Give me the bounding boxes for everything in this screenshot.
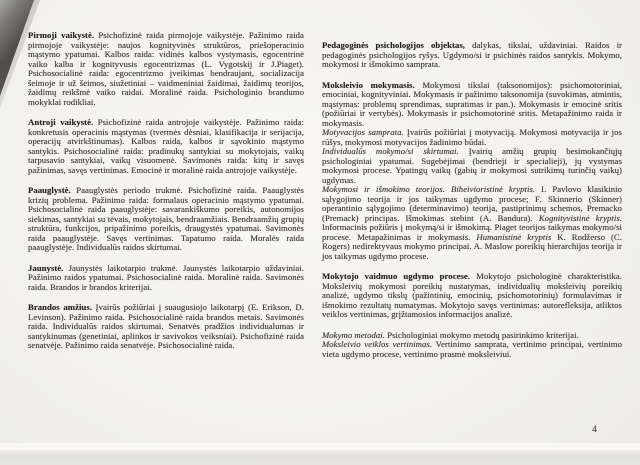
paragraph-heading: Brandos amžius.: [28, 302, 92, 312]
paragraph-heading-italic: Mokymosi ir išmokimo teorijos. Biheivioristinė kryptis.: [322, 184, 536, 194]
paragraph-text: Vertinimo samprata, vertinimo principai, vertinimo vieta ugdymo procese, vertinimo prasmė moksleiviui.: [322, 339, 622, 359]
paragraph-jaunyste: [28, 264, 304, 293]
paragraph-text: Mokytojo psichologinė charakteristika. Moksleivių mokymosi poreikių nustatymas, individualių moksleivių poreikių analizė, ugdymo tikslų (pažintinių, emocinių, psichomotorinių) formulavimas ir išmokimo rezultatų numatymas. Mokytojo savęs vertinimas: autorefleksija, atliktos veiklos vertinimas, grįžtamosios informacijos analizė.: [322, 271, 622, 319]
paragraph-text: Jaunystės laikotarpio trukmė. Jaunystės laikotarpio uždaviniai. Pažinimo raidos ypatumai. Psichosocialinė raida. Moralinė raida. Savimonės raida. Brandos ir brandos kriterijai.: [28, 262, 304, 292]
paragraph-text: Įvairių amžių grupių besimokančiųjų psichologiniai ypatumai. Sugebėjimai (bendrieji ir specialieji), jų vystymas mokymosi procese. Ypatingų vaikų (gabių ir mokymosi sutrikimų turinčių vaikų) ugdymas.: [322, 146, 622, 185]
paragraph-text: Psichologiniai mokymo metodų pasirinkimo kriterijai.: [387, 329, 579, 340]
paragraph-heading-italic: Motyvacijos samprata.: [322, 127, 404, 137]
paragraph-heading: Jaunystė.: [28, 262, 64, 273]
paragraph-mokytojo-vaidmuo: [322, 272, 622, 320]
paragraph-heading-italic: Moksleivio veiklos vertinimas.: [322, 339, 433, 349]
paragraph-individualus-mokymosi-skirtumai: [322, 147, 622, 185]
paragraph-heading: Antroji vaikystė.: [28, 117, 94, 127]
left-column: [28, 31, 304, 362]
paragraph-heading-italic: Mokymo metodai.: [322, 329, 385, 340]
paragraph-text: Įvairūs požiūriai į motyvaciją. Mokymosi motyvacija ir jos rūšys, mokymosi motyvacijos žadinimo būdai.: [322, 127, 622, 147]
paragraph-antroji-vaikyste: [28, 118, 304, 175]
paragraph-heading: Mokytojo vaidmuo ugdymo procese.: [322, 271, 471, 281]
paragraph-paauglyste: [28, 186, 304, 253]
paragraph-heading-italic: Individualūs mokymo/si skirtumai.: [322, 146, 459, 156]
paragraph-mokymosi-ir-ismokimo-teorijos: [322, 185, 622, 261]
paragraph-text: Psichofizinė raida pirmojoje vaikystėje. Pažinimo raida pirmojoje vaikystėje: naujos kognityvinės struktūros, priešoperacinio mąstymo ypatumai. Kalbos raida: vidinės kalbos vystymasis, egocentrinė vaiko kalba ir kognityvusis egocentrizmas (L. Vygotskij ir J.Piaget). Psichosocialinė raida: egocentrizmo įveikimas bendraujant, socializacija šeimoje ir už šeimos, siužetiniai – vaidmeniniai žaidimai, žaidimų teorijos, žaidimų reikšmė vaiko raidai. Moralinė raida. Psichologinio brandumo mokyklai rodikliai.: [28, 30, 304, 107]
scan-edge-shadow: [0, 450, 640, 465]
paragraph-moksleivio-mokymasis: [322, 81, 622, 129]
paragraph-text: dalykas, tikslai, uždaviniai. Raidos ir pedagoginės psichologijos ryšys. Ugdymo/si ir psichinės raidos santykis. Mokymo, mokymosi ir išmokimo samprata.: [322, 40, 622, 69]
paragraph-text: Paauglystės periodo trukmė. Psichofizinė raida. Paauglystės krizių problema. Pažinimo raida: formalaus operacinio mąstymo ypatumai. Psichosocialinė raida paauglystėje: savarankiškumo poreikis, autonomijos siekimas, santykiai su tėvais, mokytojais, bendraamžiais. Bendraamžių grupių struktūra, funkcijos, pripažinimo poreikis, draugystės ypatumai. Savimonės raida paauglystėje. Savęs vertinimas. Tapatumo raida. Moralės raida paauglystėje. Individualūs raidos skirtumai.: [28, 185, 304, 252]
paragraph-moksleivio-veiklos-vertinimas: [322, 340, 622, 359]
scan-edge-highlight: [0, 443, 640, 450]
paragraph-heading: Pedagoginės psichologijos objektas,: [322, 40, 465, 50]
paragraph-text: Informacinis požiūris į mokymą/si ir išmokimą. Piaget teorijos taikymas mokymo/si procese. Metapažinimas ir mokymasis.: [322, 222, 622, 242]
paragraph-heading: Paauglystė.: [28, 185, 71, 195]
right-column: [322, 41, 622, 359]
paragraph-pirmoji-vaikyste: [28, 31, 304, 107]
paragraph-brandos-amzius: [28, 303, 304, 351]
inline-italic-humanistine-kryptis: Humanistinė kryptis: [476, 231, 552, 242]
paragraph-pedagogines-psichologijos-objektas: [322, 41, 622, 70]
page-number: 4: [592, 425, 597, 435]
paragraph-text: I. Pavlovo klasikinio sąlygojimo teorija ir jos taikymas ugdymo procese; F. Skinnerio (Skinner) operantinio sąlygojimo (determinavimo) teorija, pastiprinimų schemos, Premacko (Premack) principas. Išmokimas stebint (A. Bandura).: [322, 184, 622, 223]
paragraph-heading: Pirmoji vaikystė.: [28, 30, 95, 40]
paragraph-text: K. Rodžerso (C. Rogers) nedirektyvaus mokymo principai. A. Maslow poreikių hierarchijos teorija ir jos taikymas ugdymo procese.: [322, 231, 622, 261]
inline-italic-kognityvistine-kryptis: Kognityvistinė kryptis.: [538, 212, 623, 223]
paragraph-text: Psichofizinė raida antrojoje vaikystėje. Pažinimo raida: konkretusis operacinis mąstymas (tvermės dėsniai, klasifikacija ir serijacija, operacijų atvirkštinumas). Kalbos raida, kalbos ir sąvokinio mąstymo santykis. Psichosocialinė raida: pradinukų santykiai su mokytojais, vaikų tarpusavio santykiai, vaikų visuomenė. Savimonės raida: kitų ir savęs pažinimas, savęs vertinimas. Emocinė ir moralinė raida antrojoje vaikystėje.: [28, 117, 304, 175]
paragraph-motyvacijos-samprata: [322, 128, 622, 147]
paragraph-text: Mokymosi tikslai (taksonomijos): psichomotoriniai, emociniai, kognityviniai. Mokymasis ir pažinimo taksonomija (suvokimas, atmintis, mąstymas: problemų sprendimas, supratimas ir pan.). Mokymasis ir emocinė sritis (požiūriai ir vertybės). Mokymasis ir psichomotorinė sritis. Metapažinimo raida ir mokymasis.: [322, 79, 622, 128]
paragraph-text: Įvairūs požiūriai į suaugusiojo laikotarpį (E. Erikson, D. Levinson). Pažinimo raida. Psichosocialinė raida brandos metais. Savimonės raida. Individualūs raidos skirtumai. Senatvės pradžios individualumas ir santykinumas (genetiniai, aplinkos ir savivokos veiksniai). Psichofizinė raida senatvėje. Pažinimo raida senatvėje. Psichosocialinė raida.: [28, 302, 304, 350]
paragraph-heading: Moksleivio mokymasis.: [322, 79, 415, 90]
